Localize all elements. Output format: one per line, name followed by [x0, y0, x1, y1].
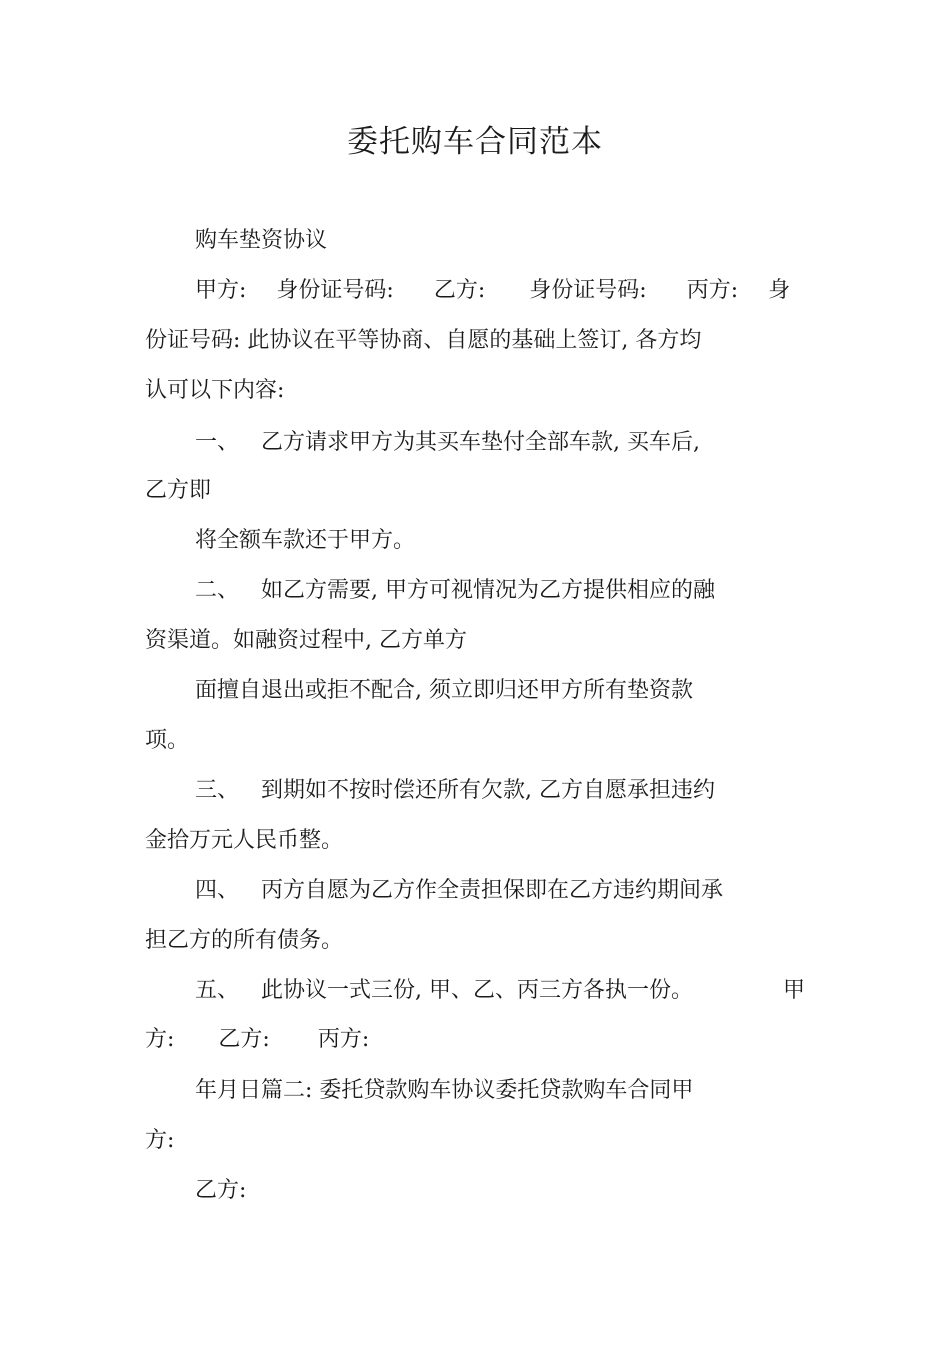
clause-3 — [195, 776, 715, 806]
part-2-line-2: 方: — [145, 1128, 175, 1153]
party-c-id-start: 身 — [768, 278, 791, 303]
clause-2-text: 如乙方需要, 甲方可视情况为乙方提供相应的融 — [261, 578, 716, 603]
clause-4-text: 丙方自愿为乙方作全责担保即在乙方违约期间承 — [261, 878, 724, 903]
clause-4 — [195, 876, 723, 906]
signature-party-b: 乙方: — [218, 1027, 270, 1052]
part-2-line-3: 乙方: — [195, 1178, 247, 1203]
clause-1-number: 一、 — [195, 430, 240, 455]
party-c-label: 丙方: — [686, 278, 739, 303]
clause-3-text: 到期如不按时偿还所有欠款, 乙方自愿承担违约 — [261, 778, 716, 803]
part-2-line-1: 年月日篇二: 委托贷款购车协议委托贷款购车合同甲 — [195, 1078, 694, 1103]
party-b-label: 乙方: — [433, 278, 486, 303]
party-a-label: 甲方: — [195, 278, 247, 303]
clause-5-text: 此协议一式三份, 甲、乙、丙三方各执一份。 — [261, 978, 694, 1003]
signature-party-a: 方: — [145, 1027, 175, 1052]
clause-3-cont-1: 金拾万元人民币整。 — [145, 828, 344, 853]
clause-4-cont-1: 担乙方的所有债务。 — [145, 928, 344, 953]
clause-1-cont-2: 将全额车款还于甲方。 — [195, 528, 416, 553]
signature-line — [145, 1025, 369, 1055]
agreement-subtitle: 购车垫资协议 — [195, 228, 328, 253]
clause-2 — [195, 576, 715, 606]
clause-1 — [195, 428, 700, 458]
clause-1-text: 乙方请求甲方为其买车垫付全部车款, 买车后, — [261, 430, 700, 455]
document-title: 委托购车合同范本 — [347, 124, 603, 160]
clause-5-number: 五、 — [195, 978, 240, 1003]
signature-party-a-start: 甲 — [783, 978, 806, 1003]
parties-line-2: 份证号码: 此协议在平等协商、自愿的基础上签订, 各方均 — [145, 328, 702, 353]
party-b-id-label: 身份证号码: — [529, 278, 647, 303]
clause-1-cont-1: 乙方即 — [145, 478, 212, 503]
clause-3-number: 三、 — [195, 778, 240, 803]
clause-4-number: 四、 — [195, 878, 240, 903]
clause-2-cont-3: 项。 — [145, 728, 190, 753]
clause-2-number: 二、 — [195, 578, 240, 603]
parties-line — [195, 276, 790, 306]
party-a-id-label: 身份证号码: — [276, 278, 394, 303]
parties-line-3: 认可以下内容: — [145, 378, 285, 403]
clause-2-cont-2: 面擅自退出或拒不配合, 须立即归还甲方所有垫资款 — [195, 678, 693, 703]
signature-party-c: 丙方: — [317, 1027, 370, 1052]
clause-5 — [195, 976, 693, 1006]
clause-2-cont-1: 资渠道。如融资过程中, 乙方单方 — [145, 628, 467, 653]
